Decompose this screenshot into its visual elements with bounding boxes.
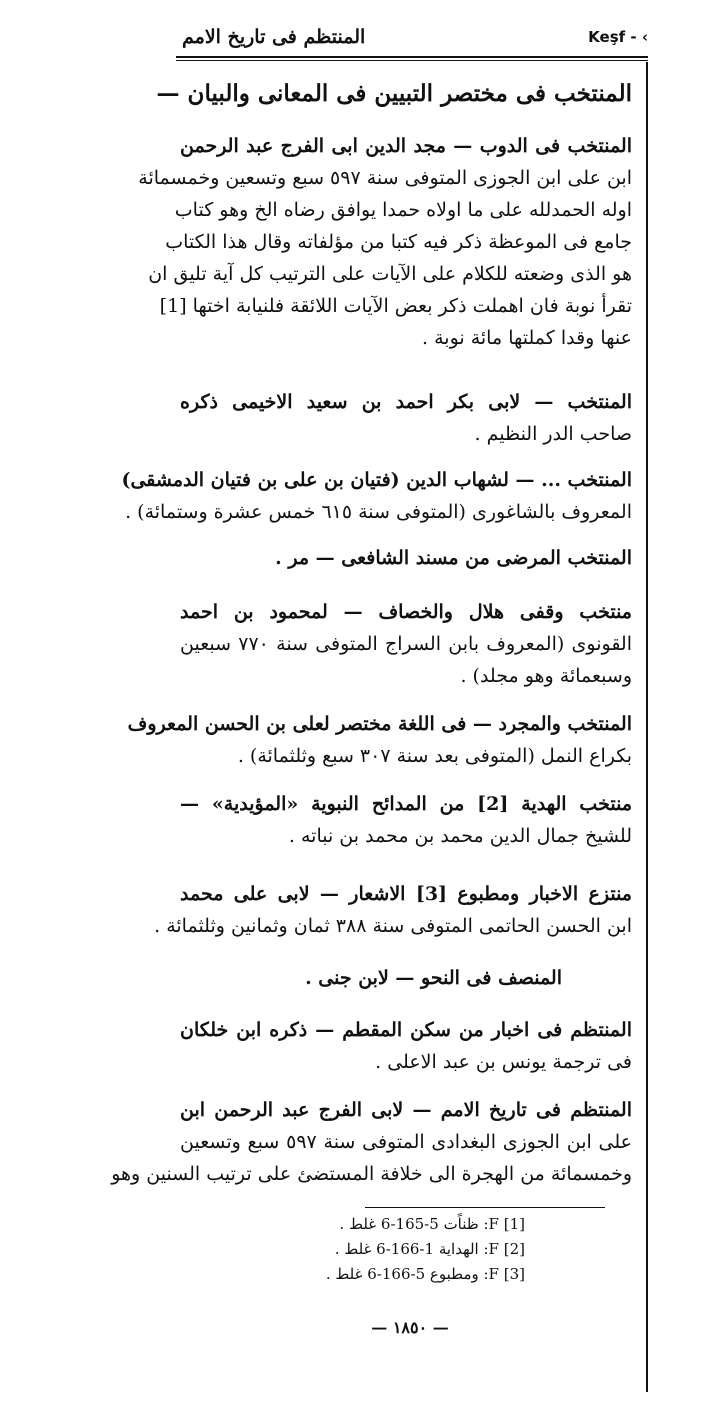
- entry-line: صاحب الدر النظيم .: [474, 423, 632, 445]
- entry-line: جامع فى الموعظة ذكر فيه كتبا من مؤلفاته وقال هذا الكتاب: [165, 231, 632, 253]
- entry-line: المنتخب فى مختصر التبيين فى المعانى والبيان —: [156, 80, 632, 107]
- entry-line: فى ترجمة يونس بن عبد الاعلى .: [375, 1051, 632, 1073]
- entry-line: المعروف بالشاغورى (المتوفى سنة ٦١٥ خمس عشرة وستمائة) .: [125, 501, 632, 523]
- entry-line: المنتظم فى تاريخ الامم — لابى الفرج عبد الرحمن ابن: [180, 1099, 632, 1121]
- header-rule: [176, 56, 648, 58]
- entry-line: المنتظم فى اخبار من سكن المقطم — ذكره ابن خلكان: [180, 1019, 632, 1041]
- entry-line: المنصف فى النحو — لابن جنى .: [305, 967, 562, 989]
- entry-line: منتخب الهدية [2] من المدائح النبوية «المؤيدية» —: [180, 793, 632, 815]
- entry: [180, 962, 632, 994]
- entry-line: وسبعمائة وهو مجلد) .: [460, 665, 632, 687]
- entry-line: هو الذى وضعته للكلام على الآيات على الترتيب كل آية تليق ان: [148, 263, 632, 285]
- entry-line: بكراع النمل (المتوفى بعد سنة ٣٠٧ سبع وثلثمائة) .: [237, 745, 632, 767]
- entry: [180, 596, 632, 692]
- entry: [138, 130, 632, 354]
- entry-line: تقرأ نوبة فان اهملت ذكر بعض الآيات اللائقة فلنيابة اختها [1]: [159, 295, 632, 317]
- entry: [180, 542, 632, 574]
- footnote: [3] F: ومطبوع 5-166-6 غلط .: [325, 1265, 525, 1283]
- entry-line: المنتخب المرضى من مسند الشافعى — مر .: [275, 547, 632, 569]
- header-volume-label: Keşf - ‹: [588, 28, 648, 46]
- entry: [180, 788, 632, 852]
- entry-line: منتخب وقفى هلال والخصاف — لمحمود بن احمد: [180, 601, 632, 623]
- entry-line: منتزع الاخبار ومطبوع [3] الاشعار — لابى على محمد: [180, 883, 632, 905]
- entry-line: ابن الحسن الحاتمى المتوفى سنة ٣٨٨ ثمان وثمانين وثلثمائة .: [154, 915, 632, 937]
- entry-line: اوله الحمدلله على ما اولاه حمدا يوافق رضاه الخ وهو كتاب: [174, 199, 632, 221]
- footnotes: [225, 1212, 525, 1287]
- entry-line: للشيخ جمال الدين محمد بن محمد بن نباته .: [288, 825, 632, 847]
- entry-line: المنتخب فى الدوب — مجد الدين ابى الفرج عبد الرحمن: [180, 135, 632, 157]
- entry-line: القونوى (المعروف بابن السراج المتوفى سنة ٧٧٠ سبعين: [180, 633, 632, 655]
- entry: [156, 78, 632, 110]
- entry-line: المنتخب والمجرد — فى اللغة مختصر لعلى بن الحسن المعروف: [127, 713, 632, 735]
- entry: [121, 464, 632, 528]
- page-number: — ١٨٥٠ —: [371, 1318, 449, 1337]
- column-rule: [646, 62, 648, 1392]
- entry: [127, 708, 632, 772]
- entry-line: عنها وقدا كملتها مائة نوبة .: [422, 327, 632, 349]
- footnote: [2] F: الهداية 1-166-6 غلط .: [334, 1240, 525, 1258]
- entry: [180, 386, 632, 450]
- header-rule-thin: [176, 60, 648, 61]
- entry: [180, 1014, 632, 1078]
- entry: [154, 878, 632, 942]
- footnote-rule: [365, 1207, 605, 1208]
- entry-line: وخمسمائة من الهجرة الى خلافة المستضئ على ترتيب السنين وهو: [111, 1163, 632, 1185]
- entry-line: ابن على ابن الجوزى المتوفى سنة ٥٩٧ سبع وتسعين وخمسمائة: [138, 167, 632, 189]
- header-title: المنتظم فى تاريخ الامم: [182, 26, 366, 48]
- running-header: [176, 26, 648, 54]
- entry-line: على ابن الجوزى البغدادى المتوفى سنة ٥٩٧ سبع وتسعين: [180, 1131, 633, 1153]
- footnote: [1] F: ظناًت 5-165-6 غلط .: [339, 1215, 525, 1233]
- entry-line: المنتخب ... — لشهاب الدين (فتيان بن على بن فتيان الدمشقى): [121, 469, 632, 491]
- entry-line: المنتخب — لابى بكر احمد بن سعيد الاخيمى ذكره: [180, 391, 632, 413]
- entry: [111, 1094, 633, 1190]
